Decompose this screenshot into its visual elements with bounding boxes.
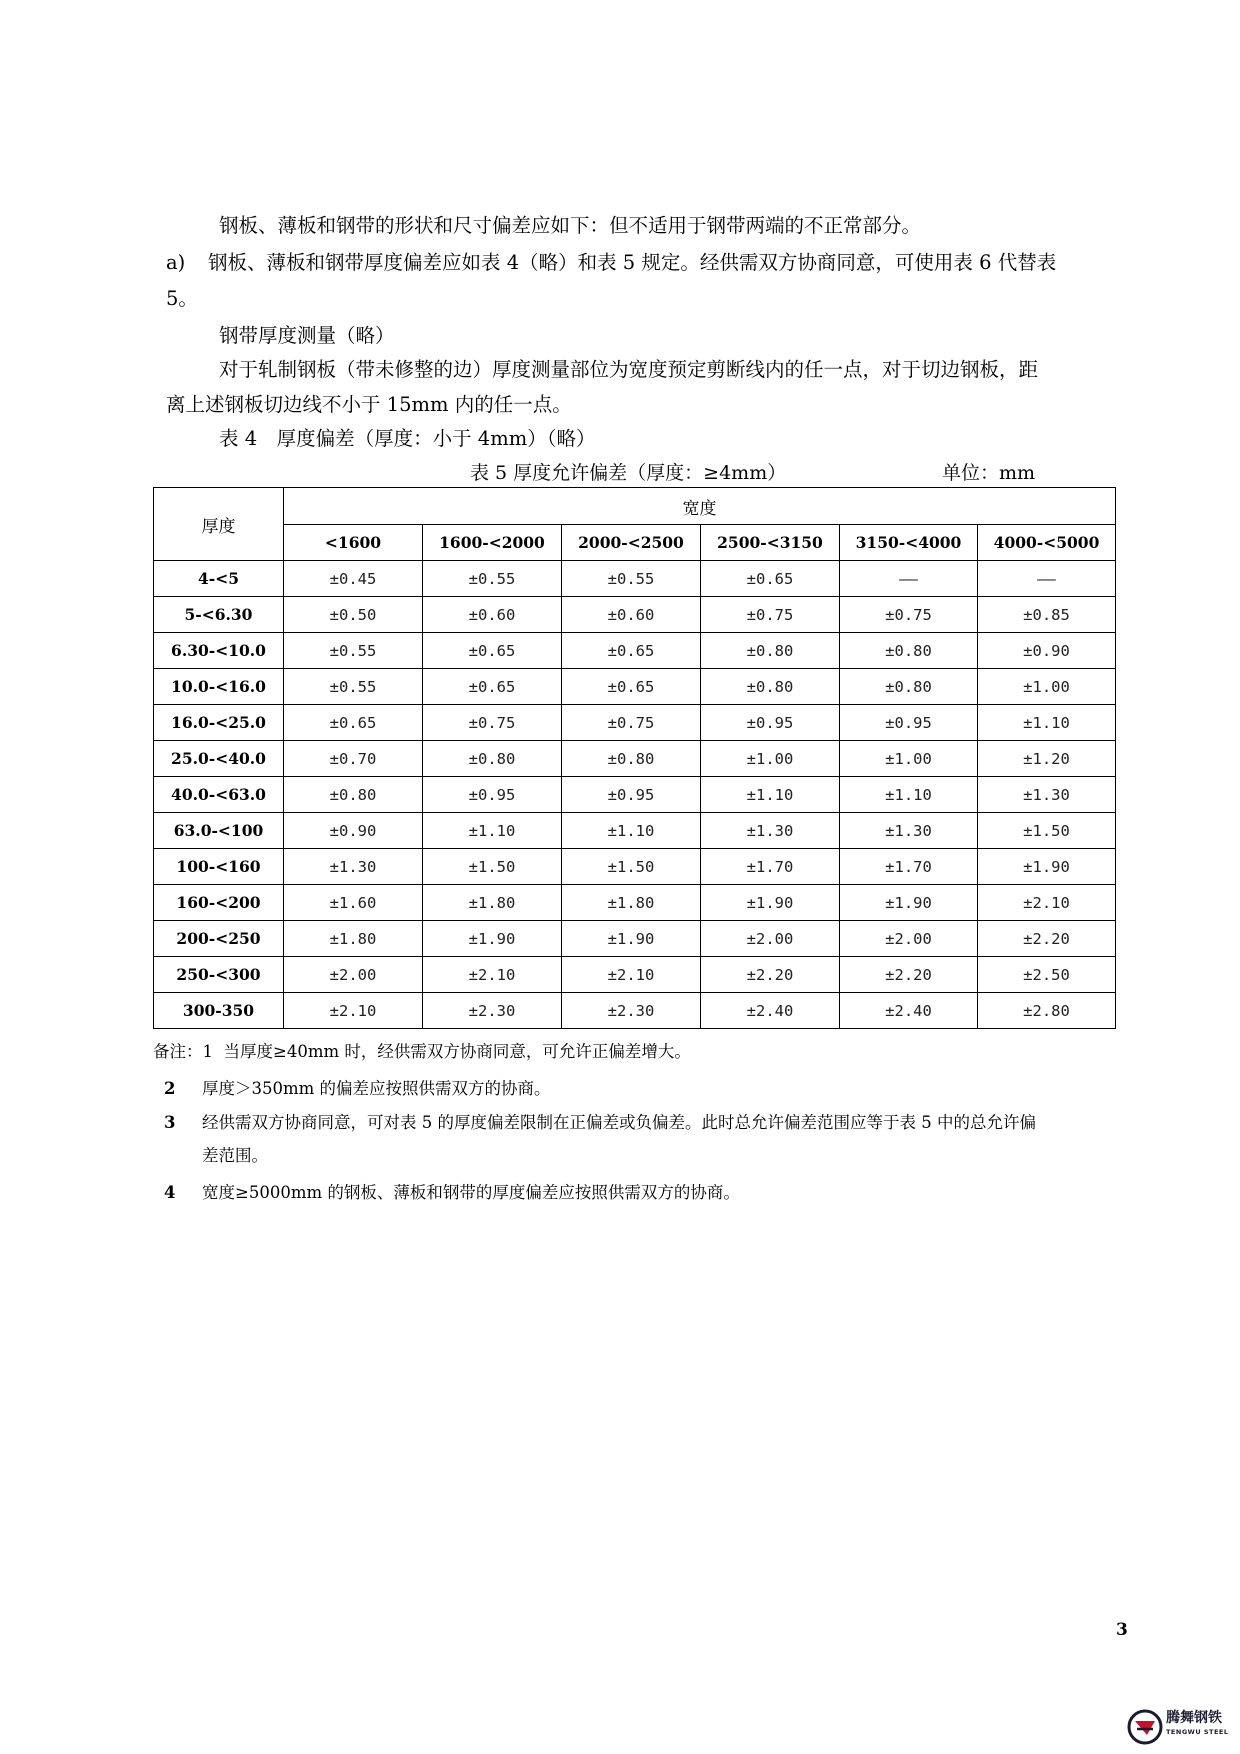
note-2-number: 2 (164, 1079, 176, 1098)
note-4-text: 宽度≥5000mm 的钢板、薄板和钢带的厚度偏差应按照供需双方的协商。 (202, 1183, 740, 1202)
note-2-text: 厚度＞350mm 的偏差应按照供需双方的协商。 (202, 1079, 551, 1098)
table-row (154, 741, 1116, 777)
table-row (154, 597, 1116, 633)
tolerance-cell: ±1.00 (840, 741, 978, 777)
tolerance-cell: ±1.80 (423, 885, 562, 921)
table-row (154, 777, 1116, 813)
thickness-cell: 4-<5 (154, 561, 284, 597)
note-1-label: 备注：1 (153, 1042, 213, 1061)
tolerance-cell: ±0.75 (423, 705, 562, 741)
tolerance-cell: ±0.55 (562, 561, 701, 597)
tolerance-cell: ±1.30 (701, 813, 840, 849)
thickness-cell: 250-<300 (154, 957, 284, 993)
tolerance-cell: ±1.90 (562, 921, 701, 957)
tolerance-cell: ±1.70 (701, 849, 840, 885)
tolerance-cell: ±1.30 (840, 813, 978, 849)
width-column-header: 2500-<3150 (701, 525, 840, 561)
table-row (154, 849, 1116, 885)
tolerance-cell: ±1.90 (840, 885, 978, 921)
logo-name: 腾舞钢铁 (1166, 1710, 1222, 1726)
table-caption: 表 5 厚度允许偏差（厚度：≥4mm） (470, 462, 787, 484)
tolerance-cell: ±2.00 (701, 921, 840, 957)
table-row (154, 957, 1116, 993)
table-row (154, 993, 1116, 1029)
table-row (154, 921, 1116, 957)
thickness-cell: 63.0-<100 (154, 813, 284, 849)
tolerance-cell: ±0.65 (562, 669, 701, 705)
tolerance-cell: ±1.50 (562, 849, 701, 885)
tolerance-cell: ±2.20 (978, 921, 1116, 957)
tolerance-cell: ±0.75 (840, 597, 978, 633)
paragraph-a-text: 钢板、薄板和钢带厚度偏差应如表 4（略）和表 5 规定。经供需双方协商同意，可使用表 6 代替表 (208, 251, 1057, 274)
tolerance-cell: ±0.80 (840, 669, 978, 705)
tolerance-cell: ±0.95 (701, 705, 840, 741)
paragraph-measure-location-continued: 离上述钢板切边线不小于 15mm 内的任一点。 (166, 393, 572, 416)
tolerance-cell: ±1.70 (840, 849, 978, 885)
tolerance-cell: ±2.40 (701, 993, 840, 1029)
tolerance-cell: ±0.60 (423, 597, 562, 633)
width-header: 宽度 (284, 488, 1116, 525)
table-row (154, 885, 1116, 921)
logo-subtitle: TENGWU STEEL (1166, 1728, 1229, 1736)
thickness-cell: 100-<160 (154, 849, 284, 885)
tolerance-cell: ±1.20 (978, 741, 1116, 777)
table-row (154, 669, 1116, 705)
tolerance-cell: ±0.95 (423, 777, 562, 813)
thickness-cell: 6.30-<10.0 (154, 633, 284, 669)
tolerance-cell: ±0.90 (978, 633, 1116, 669)
tolerance-cell: ±0.80 (423, 741, 562, 777)
tolerance-cell: ±1.30 (978, 777, 1116, 813)
thickness-header: 厚度 (154, 488, 284, 561)
tolerance-cell: ±0.45 (284, 561, 423, 597)
tolerance-cell: ±0.65 (423, 633, 562, 669)
table-row (154, 705, 1116, 741)
thickness-tolerance-table (153, 487, 1116, 1029)
note-4-number: 4 (164, 1183, 176, 1202)
tolerance-cell: ±0.60 (562, 597, 701, 633)
note-1-text: 当厚度≥40mm 时，经供需双方协商同意，可允许正偏差增大。 (223, 1042, 691, 1061)
tolerance-cell: ±1.10 (840, 777, 978, 813)
tolerance-cell: ±0.80 (840, 633, 978, 669)
tolerance-cell: ±1.80 (284, 921, 423, 957)
tolerance-cell: ±2.10 (978, 885, 1116, 921)
tolerance-cell: ±2.00 (284, 957, 423, 993)
tolerance-cell: ±2.10 (423, 957, 562, 993)
tolerance-cell: ±0.75 (562, 705, 701, 741)
tolerance-cell: ±1.10 (701, 777, 840, 813)
note-2 (164, 1077, 551, 1101)
note-3 (164, 1111, 1036, 1135)
tolerance-cell: ±2.80 (978, 993, 1116, 1029)
tolerance-cell: ±0.75 (701, 597, 840, 633)
thickness-cell: 25.0-<40.0 (154, 741, 284, 777)
tolerance-cell: ±1.00 (701, 741, 840, 777)
tolerance-cell: ±1.00 (978, 669, 1116, 705)
note-3-continued: 差范围。 (202, 1146, 268, 1165)
thickness-cell: 160-<200 (154, 885, 284, 921)
note-1 (153, 1040, 691, 1064)
tolerance-cell: ±0.65 (701, 561, 840, 597)
note-4 (164, 1181, 740, 1205)
tolerance-cell: ±0.65 (423, 669, 562, 705)
note-3-text: 经供需双方协商同意，可对表 5 的厚度偏差限制在正偏差或负偏差。此时总允许偏差范围应等于表 5 中的总允许偏 (202, 1113, 1036, 1132)
tolerance-cell: ±2.00 (840, 921, 978, 957)
tolerance-cell: ±0.95 (840, 705, 978, 741)
tolerance-cell: ±0.80 (562, 741, 701, 777)
tolerance-cell: ±1.10 (562, 813, 701, 849)
thickness-cell: 5-<6.30 (154, 597, 284, 633)
paragraph-intro: 钢板、薄板和钢带的形状和尺寸偏差应如下：但不适用于钢带两端的不正常部分。 (219, 214, 922, 237)
tolerance-cell: ±0.65 (284, 705, 423, 741)
tolerance-cell: ±1.10 (978, 705, 1116, 741)
paragraph-strip-measure: 钢带厚度测量（略） (219, 324, 395, 347)
tolerance-cell: ±0.80 (701, 669, 840, 705)
tolerance-cell: ±2.30 (562, 993, 701, 1029)
tolerance-cell: ±0.95 (562, 777, 701, 813)
tolerance-cell: ±0.80 (701, 633, 840, 669)
tolerance-cell: ±0.55 (423, 561, 562, 597)
tolerance-cell: ±2.30 (423, 993, 562, 1029)
table-row (154, 633, 1116, 669)
paragraph-table4-ref: 表 4 厚度偏差（厚度：小于 4mm）（略） (219, 427, 596, 450)
tolerance-cell: ±1.30 (284, 849, 423, 885)
thickness-cell: 16.0-<25.0 (154, 705, 284, 741)
thickness-cell: 200-<250 (154, 921, 284, 957)
tolerance-cell: ±0.85 (978, 597, 1116, 633)
paragraph-measure-location: 对于轧制钢板（带未修整的边）厚度测量部位为宽度预定剪断线内的任一点，对于切边钢板，距 (219, 358, 1039, 381)
tolerance-cell: ±0.50 (284, 597, 423, 633)
paragraph-a-continued: 5。 (166, 287, 198, 310)
tolerance-cell: ±2.20 (701, 957, 840, 993)
tolerance-cell: ±0.80 (284, 777, 423, 813)
tolerance-cell: ±1.80 (562, 885, 701, 921)
tolerance-cell: ±1.10 (423, 813, 562, 849)
tolerance-cell: ±0.90 (284, 813, 423, 849)
table-unit-label: 单位：mm (942, 462, 1036, 484)
page-number: 3 (1116, 1620, 1128, 1640)
tolerance-cell: ±1.50 (978, 813, 1116, 849)
width-column-header: <1600 (284, 525, 423, 561)
tolerance-cell: ±1.90 (701, 885, 840, 921)
list-marker-a: a) (166, 251, 186, 274)
tolerance-cell: ±2.40 (840, 993, 978, 1029)
tolerance-cell: ±2.10 (562, 957, 701, 993)
thickness-cell: 300-350 (154, 993, 284, 1029)
tolerance-cell: —— (840, 561, 978, 597)
note-3-number: 3 (164, 1113, 176, 1132)
thickness-cell: 40.0-<63.0 (154, 777, 284, 813)
tolerance-cell: ±2.20 (840, 957, 978, 993)
tolerance-cell: ±2.10 (284, 993, 423, 1029)
tolerance-cell: ±0.55 (284, 633, 423, 669)
tolerance-cell: ±0.65 (562, 633, 701, 669)
paragraph-a (166, 248, 1056, 278)
tolerance-cell: ±0.55 (284, 669, 423, 705)
table-row (154, 561, 1116, 597)
thickness-cell: 10.0-<16.0 (154, 669, 284, 705)
width-column-header: 2000-<2500 (562, 525, 701, 561)
tolerance-cell: ±1.50 (423, 849, 562, 885)
tolerance-cell: ±1.60 (284, 885, 423, 921)
tolerance-cell: —— (978, 561, 1116, 597)
tolerance-cell: ±2.50 (978, 957, 1116, 993)
tolerance-cell: ±1.90 (978, 849, 1116, 885)
width-column-header: 1600-<2000 (423, 525, 562, 561)
width-column-header: 4000-<5000 (978, 525, 1116, 561)
tolerance-cell: ±1.90 (423, 921, 562, 957)
width-column-header: 3150-<4000 (840, 525, 978, 561)
tolerance-cell: ±0.70 (284, 741, 423, 777)
table-row (154, 813, 1116, 849)
